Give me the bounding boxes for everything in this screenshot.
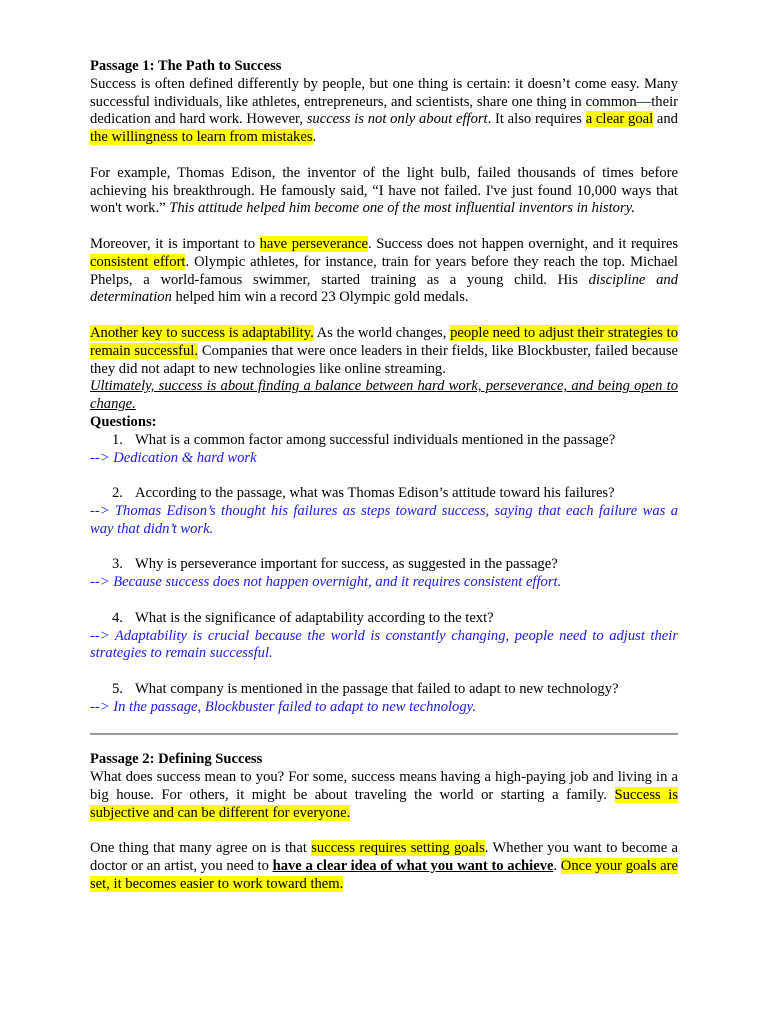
text: For example, Thomas Edison, the inventor of the light bulb, failed thousands of times before achieving his breakthrough. He famously said, “I have not failed. I've just found 10,000 ways that won't work.”: [90, 164, 678, 217]
question-item: [90, 432, 678, 485]
text: .: [553, 858, 561, 875]
question-text: [90, 610, 678, 628]
passage1-paragraph-2: [90, 165, 678, 218]
highlight: the willingness to learn from mistakes: [90, 129, 313, 146]
highlight: a clear goal: [585, 111, 654, 128]
question-item: [90, 485, 678, 556]
passage1-paragraph-1: [90, 76, 678, 147]
text: . It also requires: [487, 111, 586, 128]
questions-heading: Questions:: [90, 413, 157, 430]
passage2-title: Passage 2: Defining Success: [90, 751, 263, 768]
highlight: people need to adjust their strategies to remain successful.: [90, 324, 678, 359]
text: . Success does not happen overnight, and it requires: [367, 235, 678, 252]
question-list: [90, 432, 678, 717]
highlight: have perseverance: [259, 235, 368, 252]
question-number: 5.: [112, 680, 123, 697]
question-label: What is the significance of adaptability according to the text?: [135, 609, 494, 626]
question-label: What is a common factor among successful individuals mentioned in the passage?: [135, 431, 616, 448]
answer-text: --> Adaptability is crucial because the world is constantly changing, people need to adjust their strategies to remain successful.: [90, 627, 678, 662]
passage1-title: Passage 1: The Path to Success: [90, 58, 282, 74]
text: . Olympic athletes, for instance, train for years before they reach the top. Michael Phelps, a world-famous swimmer, started training as a young child. His: [90, 253, 678, 288]
section-divider: [90, 733, 678, 735]
text: . Whether you want to become a doctor or an artist, you need to: [90, 840, 678, 875]
highlight: Another key to success is adaptability.: [90, 324, 314, 341]
question-number: 3.: [112, 556, 123, 573]
text: Companies that were once leaders in their fields, like Blockbuster, failed because they did not adapt to new technologies like online streaming.: [90, 342, 678, 377]
text: What does success mean to you? For some, success means having a high-paying job and living in a big house. For others, it might be about traveling the world or starting a family.: [90, 769, 678, 804]
answer-text: --> Because success does not happen overnight, and it requires consistent effort.: [90, 574, 562, 591]
bold-underline: have a clear idea of what you want to achieve: [272, 858, 554, 875]
document-page: [90, 58, 678, 894]
question-text: [90, 485, 678, 503]
text: Success is often defined differently by people, but one thing is certain: it doesn’t come easy. Many successful individuals, like athletes, entrepreneurs, and scientists, share one thing in common—their dedication and hard work. However,: [90, 75, 678, 128]
question-label: What company is mentioned in the passage that failed to adapt to new technology?: [135, 680, 619, 697]
question-label: According to the passage, what was Thomas Edison’s attitude toward his failures?: [135, 485, 615, 502]
answer-text: --> Dedication & hard work: [90, 449, 257, 466]
answer-text: --> Thomas Edison’s thought his failures as steps toward success, saying that each failure was a way that didn’t work.: [90, 502, 678, 537]
passage2-paragraph-1: [90, 769, 678, 822]
emphasis: success is not only about effort: [306, 111, 488, 128]
passage1-conclusion: Ultimately, success is about finding a balance between hard work, perseverance, and being open to change.: [90, 378, 678, 413]
highlight: Once your goals are set, it becomes easier to work toward them.: [90, 858, 678, 893]
highlight: consistent effort: [90, 253, 186, 270]
question-text: [90, 556, 678, 574]
question-item: [90, 681, 678, 717]
answer-text: --> In the passage, Blockbuster failed to adapt to new technology.: [90, 698, 476, 715]
passage2-paragraph-2: [90, 840, 678, 893]
question-text: [90, 681, 678, 699]
passage1-paragraph-3: [90, 236, 678, 307]
question-item: [90, 610, 678, 681]
question-number: 4.: [112, 609, 123, 626]
question-number: 1.: [112, 431, 123, 448]
question-item: [90, 556, 678, 609]
question-label: Why is perseverance important for success, as suggested in the passage?: [135, 556, 558, 573]
emphasis: discipline and determination: [90, 271, 678, 306]
question-text: [90, 432, 678, 450]
text: One thing that many agree on is that: [90, 840, 312, 857]
passage1-paragraph-4: [90, 325, 678, 378]
text: Moreover, it is important to: [90, 235, 260, 252]
text: As the world changes,: [313, 324, 451, 341]
text: helped him win a record 23 Olympic gold medals.: [171, 289, 469, 306]
highlight: success requires setting goals: [311, 840, 485, 857]
text: and: [653, 111, 678, 128]
highlight: Success is subjective and can be different for everyone.: [90, 787, 679, 821]
emphasis: This attitude helped him become one of the most influential inventors in history.: [169, 200, 635, 217]
question-number: 2.: [112, 485, 123, 502]
text: .: [312, 129, 317, 146]
